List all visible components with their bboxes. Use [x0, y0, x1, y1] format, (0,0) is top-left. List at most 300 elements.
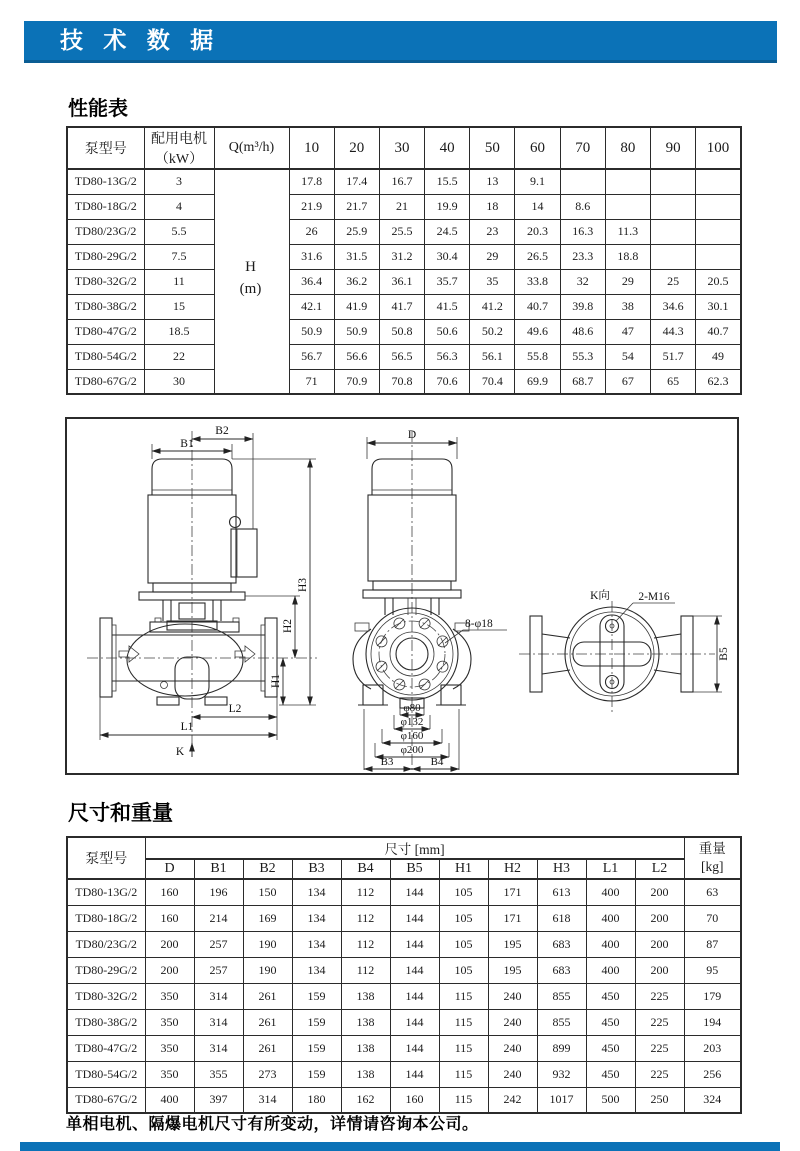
dim-value-cell: 134 — [292, 931, 341, 957]
head-value-cell: 29 — [605, 269, 650, 294]
dim-value-cell: 242 — [488, 1087, 537, 1113]
head-value-cell: 49.6 — [515, 319, 560, 344]
section-header-bar — [24, 21, 777, 63]
dim-value-cell: 350 — [145, 983, 194, 1009]
col-header-B4: B4 — [341, 859, 390, 879]
dim-value-cell: 450 — [586, 1009, 635, 1035]
head-value-cell: 17.4 — [334, 169, 379, 194]
head-value-cell: 50.2 — [470, 319, 515, 344]
pump-model-cell: TD80-54G/2 — [67, 344, 144, 369]
dim-value-cell: 112 — [341, 957, 390, 983]
head-value-cell: 34.6 — [651, 294, 696, 319]
head-value-cell: 21.7 — [334, 194, 379, 219]
dim-value-cell: 450 — [586, 1035, 635, 1061]
dim-value-cell: 450 — [586, 1061, 635, 1087]
performance-row — [67, 169, 741, 194]
dim-value-cell: 400 — [586, 905, 635, 931]
dim-value-cell: 250 — [635, 1087, 684, 1113]
dim-value-cell: 105 — [439, 957, 488, 983]
head-value-cell: 50.9 — [334, 319, 379, 344]
bottom-accent-bar — [20, 1142, 780, 1151]
head-value-cell: 8.6 — [560, 194, 605, 219]
head-unit-column-cell — [214, 219, 289, 244]
flow-header-90: 90 — [651, 127, 696, 169]
head-value-cell: 55.8 — [515, 344, 560, 369]
dim-value-cell: 200 — [635, 957, 684, 983]
dim-value-cell: 159 — [292, 1009, 341, 1035]
head-unit-label: H (m) — [239, 258, 262, 297]
dim-value-cell: 400 — [145, 1087, 194, 1113]
head-value-cell: 17.8 — [289, 169, 334, 194]
head-unit-column-cell — [214, 194, 289, 219]
dim-label-b3: B3 — [380, 756, 394, 768]
head-value-cell: 36.4 — [289, 269, 334, 294]
pump-model-cell: TD80-47G/2 — [67, 1035, 145, 1061]
dim-value-cell: 115 — [439, 1035, 488, 1061]
head-value-cell: 23 — [470, 219, 515, 244]
weight-value-cell: 203 — [684, 1035, 741, 1061]
head-value-cell: 70.8 — [379, 369, 424, 394]
dimensions-table-wrap — [66, 836, 740, 1114]
head-value-cell: 41.2 — [470, 294, 515, 319]
head-value-cell — [696, 169, 741, 194]
flow-header-40: 40 — [425, 127, 470, 169]
dim-value-cell: 240 — [488, 1061, 537, 1087]
head-value-cell: 16.3 — [560, 219, 605, 244]
dim-value-cell: 314 — [194, 983, 243, 1009]
performance-table-wrap — [66, 126, 740, 395]
dim-value-cell: 200 — [145, 931, 194, 957]
label-k-view: K向 — [590, 590, 610, 602]
col-header-D: D — [145, 859, 194, 879]
head-value-cell: 20.3 — [515, 219, 560, 244]
col-header-B2: B2 — [243, 859, 292, 879]
dim-value-cell: 200 — [635, 905, 684, 931]
pump-model-cell: TD80-29G/2 — [67, 244, 144, 269]
dim-value-cell: 400 — [586, 957, 635, 983]
weight-value-cell: 179 — [684, 983, 741, 1009]
dim-value-cell: 613 — [537, 879, 586, 905]
head-value-cell — [605, 169, 650, 194]
weight-value-cell: 87 — [684, 931, 741, 957]
head-value-cell — [696, 244, 741, 269]
motor-power-cell: 18.5 — [144, 319, 214, 344]
col-header-B3: B3 — [292, 859, 341, 879]
dim-value-cell: 159 — [292, 1061, 341, 1087]
pump-drawing-svg — [67, 419, 737, 773]
dim-value-cell: 932 — [537, 1061, 586, 1087]
dim-value-cell: 261 — [243, 1009, 292, 1035]
dim-value-cell: 225 — [635, 1035, 684, 1061]
weight-value-cell: 63 — [684, 879, 741, 905]
head-value-cell — [651, 244, 696, 269]
col-group-size-mm: 尺寸 [mm] — [145, 837, 684, 859]
head-value-cell: 70.9 — [334, 369, 379, 394]
head-value-cell: 41.5 — [425, 294, 470, 319]
dim-value-cell: 618 — [537, 905, 586, 931]
head-value-cell: 29 — [470, 244, 515, 269]
head-unit-column-cell — [214, 294, 289, 319]
dim-value-cell: 190 — [243, 957, 292, 983]
head-value-cell: 47 — [605, 319, 650, 344]
dim-value-cell: 683 — [537, 957, 586, 983]
col-header-L1: L1 — [586, 859, 635, 879]
weight-value-cell: 70 — [684, 905, 741, 931]
dimensions-row — [67, 879, 741, 905]
dim-value-cell: 257 — [194, 931, 243, 957]
dim-value-cell: 134 — [292, 879, 341, 905]
head-value-cell: 25.5 — [379, 219, 424, 244]
head-value-cell: 14 — [515, 194, 560, 219]
head-value-cell: 51.7 — [651, 344, 696, 369]
dim-value-cell: 169 — [243, 905, 292, 931]
head-value-cell: 35 — [470, 269, 515, 294]
head-value-cell: 35.7 — [425, 269, 470, 294]
dimensions-group-header-row — [67, 837, 741, 859]
dim-label-phi200: φ200 — [400, 744, 424, 756]
flow-header-100: 100 — [696, 127, 741, 169]
col-header-weight: 重量 [kg] — [684, 837, 741, 879]
head-value-cell: 71 — [289, 369, 334, 394]
dim-value-cell: 400 — [586, 931, 635, 957]
head-value-cell: 39.8 — [560, 294, 605, 319]
head-value-cell: 18 — [470, 194, 515, 219]
performance-row — [67, 244, 741, 269]
col-header-L2: L2 — [635, 859, 684, 879]
motor-power-cell: 3 — [144, 169, 214, 194]
dim-label-h1: H1 — [270, 673, 282, 689]
dim-value-cell: 144 — [390, 1035, 439, 1061]
dim-value-cell: 138 — [341, 1009, 390, 1035]
col-header-B5: B5 — [390, 859, 439, 879]
dim-value-cell: 450 — [586, 983, 635, 1009]
weight-value-cell: 194 — [684, 1009, 741, 1035]
dim-value-cell: 195 — [488, 931, 537, 957]
dim-value-cell: 261 — [243, 983, 292, 1009]
pump-model-cell: TD80-67G/2 — [67, 1087, 145, 1113]
dim-value-cell: 134 — [292, 957, 341, 983]
side-view — [353, 429, 507, 771]
pump-model-cell: TD80-18G/2 — [67, 194, 144, 219]
dim-value-cell: 144 — [390, 957, 439, 983]
callout-bolt-holes: 8-φ18 — [465, 618, 493, 630]
dimensions-row — [67, 1035, 741, 1061]
head-value-cell: 69.9 — [515, 369, 560, 394]
head-value-cell: 13 — [470, 169, 515, 194]
head-value-cell: 56.1 — [470, 344, 515, 369]
head-value-cell: 56.7 — [289, 344, 334, 369]
col-header-H2: H2 — [488, 859, 537, 879]
performance-row — [67, 319, 741, 344]
dim-value-cell: 261 — [243, 1035, 292, 1061]
head-value-cell: 21 — [379, 194, 424, 219]
dim-value-cell: 240 — [488, 1035, 537, 1061]
dim-value-cell: 112 — [341, 931, 390, 957]
page-title: 技 术 数 据 — [60, 27, 221, 53]
flow-header-70: 70 — [560, 127, 605, 169]
dim-value-cell: 115 — [439, 1009, 488, 1035]
dim-value-cell: 350 — [145, 1035, 194, 1061]
flow-header-50: 50 — [470, 127, 515, 169]
dim-value-cell: 314 — [194, 1035, 243, 1061]
dim-value-cell: 225 — [635, 983, 684, 1009]
dim-value-cell: 144 — [390, 983, 439, 1009]
dimensions-row — [67, 905, 741, 931]
dim-value-cell: 144 — [390, 905, 439, 931]
dim-value-cell: 200 — [635, 879, 684, 905]
dim-value-cell: 144 — [390, 1009, 439, 1035]
pump-model-cell: TD80-38G/2 — [67, 1009, 145, 1035]
dim-value-cell: 240 — [488, 1009, 537, 1035]
head-value-cell: 36.2 — [334, 269, 379, 294]
head-value-cell: 19.9 — [425, 194, 470, 219]
head-value-cell: 42.1 — [289, 294, 334, 319]
dim-value-cell: 200 — [635, 931, 684, 957]
head-unit-column-cell — [214, 369, 289, 394]
head-value-cell: 9.1 — [515, 169, 560, 194]
dim-value-cell: 257 — [194, 957, 243, 983]
head-value-cell: 55.3 — [560, 344, 605, 369]
col-header-B1: B1 — [194, 859, 243, 879]
head-unit-column-cell — [214, 319, 289, 344]
head-value-cell — [651, 169, 696, 194]
dim-value-cell: 500 — [586, 1087, 635, 1113]
pump-model-cell: TD80/23G/2 — [67, 219, 144, 244]
head-value-cell: 50.6 — [425, 319, 470, 344]
head-value-cell: 16.7 — [379, 169, 424, 194]
head-value-cell: 68.7 — [560, 369, 605, 394]
head-value-cell: 44.3 — [651, 319, 696, 344]
dim-label-b4: B4 — [430, 756, 444, 768]
head-value-cell: 20.5 — [696, 269, 741, 294]
pump-model-cell: TD80-18G/2 — [67, 905, 145, 931]
head-unit-column-cell — [214, 344, 289, 369]
col-header-H1: H1 — [439, 859, 488, 879]
front-view — [87, 425, 317, 758]
head-unit-column-cell — [214, 169, 289, 194]
head-value-cell — [696, 219, 741, 244]
head-value-cell: 50.8 — [379, 319, 424, 344]
dim-value-cell: 180 — [292, 1087, 341, 1113]
performance-row — [67, 269, 741, 294]
dim-value-cell: 350 — [145, 1009, 194, 1035]
head-value-cell: 11.3 — [605, 219, 650, 244]
head-value-cell: 31.2 — [379, 244, 424, 269]
head-value-cell: 25 — [651, 269, 696, 294]
performance-body — [67, 169, 741, 394]
dimensions-table — [66, 836, 742, 1114]
dim-value-cell: 115 — [439, 983, 488, 1009]
head-value-cell — [605, 194, 650, 219]
head-value-cell: 26 — [289, 219, 334, 244]
head-value-cell: 56.5 — [379, 344, 424, 369]
pump-model-cell: TD80-54G/2 — [67, 1061, 145, 1087]
dim-label-phi80: φ80 — [403, 702, 421, 714]
dim-value-cell: 144 — [390, 931, 439, 957]
performance-row — [67, 369, 741, 394]
dim-value-cell: 138 — [341, 983, 390, 1009]
motor-power-cell: 4 — [144, 194, 214, 219]
dim-value-cell: 350 — [145, 1061, 194, 1087]
dim-value-cell: 196 — [194, 879, 243, 905]
motor-power-cell: 30 — [144, 369, 214, 394]
head-value-cell: 70.6 — [425, 369, 470, 394]
col-header-pump-model: 泵型号 — [67, 837, 145, 879]
dimensions-body — [67, 879, 741, 1113]
motor-power-cell: 11 — [144, 269, 214, 294]
flow-header-10: 10 — [289, 127, 334, 169]
head-value-cell: 48.6 — [560, 319, 605, 344]
dim-value-cell: 159 — [292, 1035, 341, 1061]
head-value-cell — [651, 194, 696, 219]
dim-label-h2: H2 — [282, 618, 294, 634]
dim-value-cell: 683 — [537, 931, 586, 957]
head-value-cell: 33.8 — [515, 269, 560, 294]
dimensions-row — [67, 1009, 741, 1035]
head-value-cell: 50.9 — [289, 319, 334, 344]
dim-value-cell: 855 — [537, 983, 586, 1009]
head-value-cell: 62.3 — [696, 369, 741, 394]
performance-row — [67, 294, 741, 319]
pump-model-cell: TD80-67G/2 — [67, 369, 144, 394]
dim-value-cell: 314 — [194, 1009, 243, 1035]
head-unit-column-cell — [214, 244, 289, 269]
dim-value-cell: 138 — [341, 1035, 390, 1061]
dimensions-row — [67, 1061, 741, 1087]
flow-header-80: 80 — [605, 127, 650, 169]
head-value-cell: 18.8 — [605, 244, 650, 269]
dim-value-cell: 195 — [488, 957, 537, 983]
weight-value-cell: 256 — [684, 1061, 741, 1087]
dim-value-cell: 190 — [243, 931, 292, 957]
flow-header-30: 30 — [379, 127, 424, 169]
dim-label-b1: B1 — [180, 438, 194, 450]
head-value-cell: 41.9 — [334, 294, 379, 319]
head-value-cell: 56.3 — [425, 344, 470, 369]
motor-power-cell: 15 — [144, 294, 214, 319]
head-value-cell: 56.6 — [334, 344, 379, 369]
dim-value-cell: 144 — [390, 879, 439, 905]
dim-label-d: D — [407, 429, 417, 441]
top-view — [519, 588, 730, 713]
head-value-cell: 30.4 — [425, 244, 470, 269]
performance-row — [67, 194, 741, 219]
performance-table-heading: 性能表 — [68, 98, 128, 120]
performance-header-row — [67, 127, 741, 169]
head-value-cell: 54 — [605, 344, 650, 369]
dim-label-b5: B5 — [718, 647, 730, 661]
head-value-cell: 49 — [696, 344, 741, 369]
dim-value-cell: 1017 — [537, 1087, 586, 1113]
dimensions-subheader-row — [67, 859, 741, 879]
pump-model-cell: TD80-32G/2 — [67, 269, 144, 294]
dim-value-cell: 214 — [194, 905, 243, 931]
head-value-cell: 31.6 — [289, 244, 334, 269]
head-value-cell: 15.5 — [425, 169, 470, 194]
dim-value-cell: 171 — [488, 879, 537, 905]
dim-value-cell: 160 — [145, 879, 194, 905]
motor-power-cell: 5.5 — [144, 219, 214, 244]
pump-model-cell: TD80-47G/2 — [67, 319, 144, 344]
footer-note: 单相电机、隔爆电机尺寸有所变动，详情请咨询本公司。 — [66, 1116, 479, 1133]
pump-model-cell: TD80-13G/2 — [67, 879, 145, 905]
col-header-flow-rate: Q(m³/h) — [214, 127, 289, 169]
head-value-cell: 32 — [560, 269, 605, 294]
dim-value-cell: 855 — [537, 1009, 586, 1035]
dim-value-cell: 240 — [488, 983, 537, 1009]
head-value-cell: 38 — [605, 294, 650, 319]
dim-value-cell: 112 — [341, 905, 390, 931]
pump-model-cell: TD80-29G/2 — [67, 957, 145, 983]
head-value-cell: 65 — [651, 369, 696, 394]
weight-value-cell: 324 — [684, 1087, 741, 1113]
dim-value-cell: 105 — [439, 905, 488, 931]
head-value-cell: 24.5 — [425, 219, 470, 244]
dim-label-phi132: φ132 — [400, 716, 424, 728]
col-header-motor-power: 配用电机 （kW） — [144, 127, 214, 169]
weight-value-cell: 95 — [684, 957, 741, 983]
dim-value-cell: 160 — [390, 1087, 439, 1113]
head-value-cell: 40.7 — [515, 294, 560, 319]
head-value-cell: 23.3 — [560, 244, 605, 269]
performance-row — [67, 344, 741, 369]
dim-label-l1: L1 — [180, 721, 194, 733]
dim-label-phi160: φ160 — [400, 730, 424, 742]
dim-value-cell: 273 — [243, 1061, 292, 1087]
pump-model-cell: TD80-38G/2 — [67, 294, 144, 319]
head-value-cell: 36.1 — [379, 269, 424, 294]
dim-value-cell: 105 — [439, 879, 488, 905]
dim-value-cell: 225 — [635, 1009, 684, 1035]
dim-value-cell: 314 — [243, 1087, 292, 1113]
dim-value-cell: 150 — [243, 879, 292, 905]
pump-dimension-drawing — [65, 417, 739, 775]
head-value-cell: 67 — [605, 369, 650, 394]
dim-value-cell: 200 — [145, 957, 194, 983]
head-unit-column-cell — [214, 269, 289, 294]
head-value-cell: 21.9 — [289, 194, 334, 219]
dim-value-cell: 400 — [586, 879, 635, 905]
dim-value-cell: 144 — [390, 1061, 439, 1087]
dim-value-cell: 105 — [439, 931, 488, 957]
col-header-pump-model: 泵型号 — [67, 127, 144, 169]
dimensions-row — [67, 931, 741, 957]
dim-value-cell: 138 — [341, 1061, 390, 1087]
head-value-cell — [560, 169, 605, 194]
dim-value-cell: 115 — [439, 1087, 488, 1113]
dim-label-l2: L2 — [228, 703, 242, 715]
pump-model-cell: TD80-32G/2 — [67, 983, 145, 1009]
flow-header-20: 20 — [334, 127, 379, 169]
dimensions-table-heading: 尺寸和重量 — [68, 802, 173, 825]
head-value-cell: 31.5 — [334, 244, 379, 269]
performance-table — [66, 126, 742, 395]
head-value-cell: 70.4 — [470, 369, 515, 394]
motor-power-cell: 22 — [144, 344, 214, 369]
dimensions-row — [67, 983, 741, 1009]
dim-label-b2: B2 — [215, 425, 229, 437]
dim-label-k: K — [175, 746, 185, 758]
dimensions-row — [67, 1087, 741, 1113]
col-header-H3: H3 — [537, 859, 586, 879]
dim-value-cell: 160 — [145, 905, 194, 931]
flow-header-60: 60 — [515, 127, 560, 169]
pump-model-cell: TD80/23G/2 — [67, 931, 145, 957]
dim-value-cell: 355 — [194, 1061, 243, 1087]
pump-model-cell: TD80-13G/2 — [67, 169, 144, 194]
dim-value-cell: 159 — [292, 983, 341, 1009]
head-value-cell: 25.9 — [334, 219, 379, 244]
